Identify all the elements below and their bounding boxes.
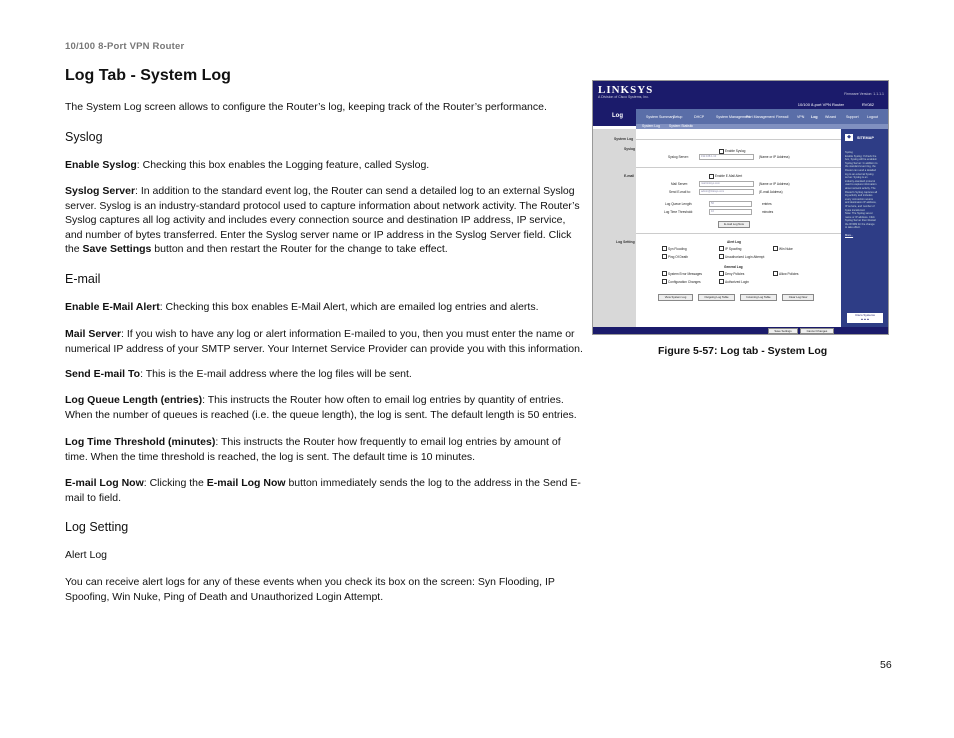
syslog-server-input[interactable]: 192.168.1.10 bbox=[699, 154, 754, 160]
win-nuke-checkbox[interactable] bbox=[773, 246, 778, 251]
page-title: Log Tab - System Log bbox=[65, 67, 231, 84]
enable-email-checkbox[interactable] bbox=[709, 174, 714, 179]
divider bbox=[636, 233, 841, 234]
firmware-version: Firmware Version: 1.1.1.1 bbox=[844, 92, 884, 96]
save-settings-button[interactable]: Save Settings bbox=[768, 328, 798, 334]
help-more-link[interactable]: More... bbox=[845, 233, 854, 237]
queue-length-label: Log Queue Length: bbox=[665, 202, 693, 206]
syslog-heading: Syslog bbox=[65, 130, 103, 144]
figure-bottom-bar bbox=[593, 327, 888, 334]
side-label-syslog: Syslog bbox=[624, 147, 636, 151]
help-line: Syslog Server then Restart bbox=[845, 219, 876, 223]
threshold-paragraph bbox=[65, 435, 585, 464]
email-now-paragraph bbox=[65, 476, 585, 505]
tab-log[interactable]: Log bbox=[811, 115, 818, 119]
send-email-input[interactable]: admin@linksys.com bbox=[699, 189, 754, 195]
divider bbox=[636, 139, 841, 140]
log-setting-heading: Log Setting bbox=[65, 520, 129, 534]
cisco-logo: Cisco Systems ▲▲▲ bbox=[847, 313, 883, 323]
main-tabs bbox=[639, 113, 888, 123]
enable-syslog-paragraph bbox=[65, 158, 585, 173]
term: E-mail Log Now bbox=[206, 477, 286, 489]
send-email-paragraph bbox=[65, 367, 585, 382]
ping-of-death-label: Ping Of Death bbox=[668, 255, 689, 259]
system-error-checkbox[interactable] bbox=[662, 271, 667, 276]
system-error-label: System Error Messages bbox=[668, 272, 703, 276]
enable-email-label: Enable E-Mail Alert bbox=[715, 174, 743, 178]
help-panel bbox=[841, 129, 888, 327]
allow-policies-checkbox[interactable] bbox=[773, 271, 778, 276]
term: Syslog Server bbox=[65, 185, 136, 197]
email-heading: E-mail bbox=[65, 272, 101, 286]
divider bbox=[636, 167, 841, 168]
settings-panel bbox=[636, 129, 841, 327]
help-line: log activity and includes bbox=[845, 194, 873, 198]
subtab-system-log[interactable]: System Log bbox=[642, 124, 660, 128]
outgoing-log-table-button[interactable]: Outgoing Log Table bbox=[698, 294, 735, 301]
tab-system-management[interactable]: System Management bbox=[716, 115, 750, 119]
figure-top-bar bbox=[593, 81, 888, 101]
unauthorized-login-checkbox[interactable] bbox=[719, 254, 724, 259]
incoming-log-table-button[interactable]: Incoming Log Table bbox=[740, 294, 777, 301]
ping-of-death-checkbox[interactable] bbox=[662, 254, 667, 259]
side-title-box bbox=[593, 101, 636, 126]
tab-setup[interactable]: Setup bbox=[673, 115, 683, 119]
side-title: Log bbox=[612, 113, 623, 119]
help-line: name or IP address. Click bbox=[845, 215, 875, 219]
help-line: server. Syslog is an bbox=[845, 176, 868, 180]
router-screenshot-figure bbox=[592, 80, 889, 335]
authorized-login-label: Authorized Login bbox=[725, 280, 749, 284]
product-name: 10/100 8-port VPN Router bbox=[797, 102, 844, 107]
description: : This instructs the Router how often to email log entries by quantity of entries. When the number of queues is reached (i.e. the queue length), the log is sent. The default length is 50 entries. bbox=[65, 394, 577, 421]
description: : Clicking the bbox=[143, 477, 207, 489]
help-line: about network activity. The bbox=[845, 186, 876, 190]
tab-support[interactable]: Support bbox=[846, 115, 859, 119]
tab-wizard[interactable]: Wizard bbox=[825, 115, 837, 119]
term: Send E-mail To bbox=[65, 368, 141, 380]
config-changes-checkbox[interactable] bbox=[662, 279, 667, 284]
sitemap-icon: ◆ bbox=[845, 134, 853, 141]
subtab-system-statistic[interactable]: System Statistic bbox=[669, 124, 694, 128]
help-line: Syslog bbox=[845, 151, 853, 154]
help-line: the standard event log, the bbox=[845, 165, 876, 169]
figure-caption: Figure 5-57: Log tab - System Log bbox=[658, 345, 828, 357]
email-log-now-button[interactable]: E-mail Log Now bbox=[718, 221, 750, 228]
ip-spoofing-checkbox[interactable] bbox=[719, 246, 724, 251]
help-line: used to capture information bbox=[845, 183, 877, 187]
name-ip-hint: (Name or IP Address) bbox=[759, 155, 790, 159]
side-label-system-log: System Log bbox=[614, 137, 634, 141]
product-bar bbox=[636, 101, 888, 109]
help-line: bytes transferred. bbox=[845, 208, 866, 212]
document-header: 10/100 8-Port VPN Router bbox=[65, 41, 185, 52]
term: Log Queue Length (entries) bbox=[65, 394, 203, 406]
deny-policies-label: Deny Policies bbox=[725, 272, 745, 276]
term: Save Settings bbox=[82, 243, 152, 256]
alert-log-heading: Alert Log bbox=[65, 549, 108, 561]
tab-port-management[interactable]: Port Management bbox=[746, 115, 775, 119]
help-text bbox=[845, 151, 885, 237]
help-line: industry-standard protocol bbox=[845, 179, 875, 183]
help-line: every connection source bbox=[845, 197, 874, 201]
syn-flooding-checkbox[interactable] bbox=[662, 246, 667, 251]
syn-flooding-label: Syn Flooding bbox=[668, 247, 687, 251]
intro-paragraph: The System Log screen allows to configure the Router’s log, keeping track of the Router’s performance. bbox=[65, 101, 547, 113]
cisco-label: Cisco Systems bbox=[855, 313, 875, 317]
enable-email-paragraph bbox=[65, 300, 585, 315]
help-line: IP service, and number of bbox=[845, 204, 875, 208]
help-line: Enable Syslog: If check the bbox=[845, 154, 877, 158]
mail-server-label: Mail Server: bbox=[671, 182, 689, 186]
enable-syslog-label: Enable Syslog bbox=[725, 149, 746, 153]
term: Mail Server bbox=[65, 328, 122, 340]
config-changes-label: Configuration Changes bbox=[668, 280, 701, 284]
description: : In addition to the standard event log, the Router can send a detailed log to an external Syslog server. Syslog is an industry-standard protocol used to capture information about network activity. The Router’s Syslog captures all log activity and includes every connection source and destination IP address, IP service, and number of bytes transferred. Enter the Syslog server name or IP address in the Syslog Server field. Click the bbox=[65, 185, 580, 256]
description: : This is the E-mail address where the log files will be sent. bbox=[140, 368, 412, 380]
model-name: RV082 bbox=[861, 102, 874, 107]
help-line: to take effect. bbox=[845, 226, 861, 230]
description: button immediately sends the log to the address in the Send E-mail to field. bbox=[65, 477, 581, 504]
term: Log Time Threshold (minutes) bbox=[65, 436, 216, 448]
tab-firewall[interactable]: Firewall bbox=[776, 115, 789, 119]
send-email-label: Send E-mail to: bbox=[669, 190, 691, 194]
linksys-logo: LINKSYS bbox=[598, 84, 654, 96]
queue-paragraph bbox=[65, 393, 585, 422]
description: button and then restart the Router for the change to take effect. bbox=[151, 243, 448, 256]
cancel-changes-button[interactable]: Cancel Changes bbox=[800, 328, 834, 334]
alert-paragraph: You can receive alert logs for any of these events when you check its box on the screen: Syn Flooding, IP Spoofing, Win Nuke, Ping of Death and Unauthorized Login Attempt. bbox=[65, 576, 555, 603]
help-line: box, Syslog will be enabled. bbox=[845, 158, 878, 162]
mail-server-input[interactable]: mail.linksys.com bbox=[699, 181, 754, 187]
clear-log-now-button[interactable]: Clear Log Now bbox=[782, 294, 814, 301]
threshold-label: Log Time Threshold: bbox=[664, 210, 693, 214]
help-line: and destination IP address, bbox=[845, 201, 877, 205]
email-address-hint: (E-mail Address) bbox=[759, 190, 783, 194]
term: Enable Syslog bbox=[65, 159, 137, 171]
tab-vpn[interactable]: VPN bbox=[797, 115, 805, 119]
allow-policies-label: Allow Policies bbox=[779, 272, 799, 276]
help-line: Router can send a detailed bbox=[845, 168, 877, 172]
tab-logout[interactable]: Logout bbox=[867, 115, 878, 119]
queue-unit: entries bbox=[762, 202, 772, 206]
help-line: the RV082 for the change bbox=[845, 222, 875, 226]
description: : This instructs the Router how frequently to email log entries by amount of time. When the time threshold is reached, the log is sent. The default time is 10 minutes. bbox=[65, 436, 561, 463]
alert-log-label: Alert Log bbox=[727, 240, 741, 244]
authorized-login-checkbox[interactable] bbox=[719, 279, 724, 284]
syslog-server-paragraph bbox=[65, 184, 585, 257]
syslog-server-label: Syslog Server: bbox=[668, 155, 689, 159]
queue-length-input[interactable]: 50 bbox=[709, 201, 752, 207]
term: Enable E-Mail Alert bbox=[65, 301, 160, 313]
view-system-log-button[interactable]: View System Log bbox=[658, 294, 693, 301]
sitemap-link[interactable]: SITEMAP bbox=[857, 136, 874, 140]
section-sidebar bbox=[593, 129, 636, 334]
description: : Checking this box enables E-Mail Alert, which are emailed log entries and alerts. bbox=[159, 301, 539, 313]
help-line: Router's Syslog captures all bbox=[845, 190, 878, 194]
threshold-input[interactable]: 10 bbox=[709, 209, 752, 215]
unauthorized-login-label: Unauthorized Login Attempt bbox=[725, 255, 765, 259]
tab-system-summary[interactable]: System Summary bbox=[646, 115, 675, 119]
ip-spoofing-label: IP Spoofing bbox=[725, 247, 742, 251]
name-ip-hint: (Name or IP Address) bbox=[759, 182, 790, 186]
term: E-mail Log Now bbox=[65, 477, 144, 489]
help-line: Syslog Server: In addition to bbox=[845, 161, 878, 165]
tab-dhcp[interactable]: DHCP bbox=[694, 115, 705, 119]
threshold-unit: minutes bbox=[762, 210, 774, 214]
logo-subtitle: A Division of Cisco Systems, Inc. bbox=[598, 95, 649, 99]
side-label-log-setting: Log Setting bbox=[616, 240, 635, 244]
mail-server-paragraph bbox=[65, 327, 585, 356]
general-log-label: General Log bbox=[724, 265, 743, 269]
win-nuke-label: Win Nuke bbox=[779, 247, 793, 251]
side-label-email: E-mail bbox=[624, 174, 635, 178]
deny-policies-checkbox[interactable] bbox=[719, 271, 724, 276]
description: : Checking this box enables the Logging feature, called Syslog. bbox=[136, 159, 430, 171]
help-line: Note: The Syslog server bbox=[845, 212, 873, 216]
help-line: log to an external Syslog bbox=[845, 172, 874, 176]
description: : If you wish to have any log or alert information E-mailed to you, then you must enter the name or numerical IP address of your SMTP server. Your Internet Service Provider can provide you with this information. bbox=[65, 328, 583, 355]
page-number: 56 bbox=[880, 659, 892, 671]
